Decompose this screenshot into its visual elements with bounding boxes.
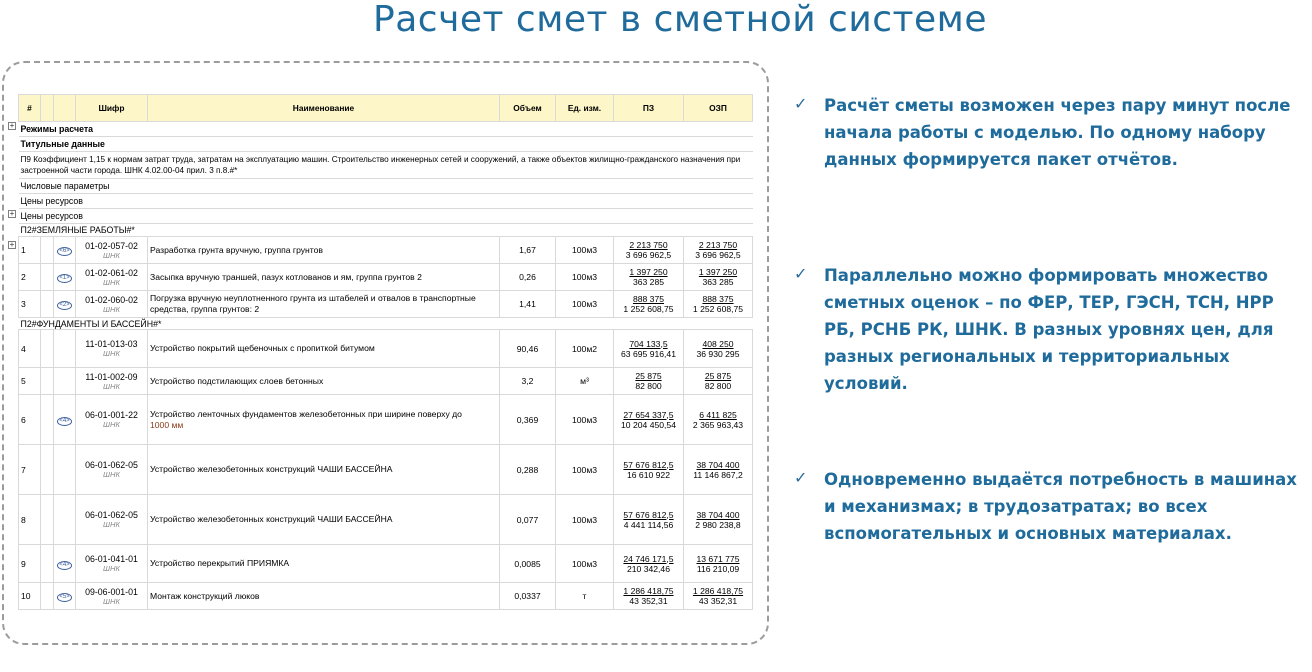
row-name: Устройство подстилающих слоев бетонных xyxy=(148,368,500,395)
row-ozp-cell xyxy=(684,264,753,291)
row-pz-cell xyxy=(614,445,684,495)
row-volume: 3,2 xyxy=(500,368,556,395)
row-name: Разработка грунта вручную, группа грунтов xyxy=(148,237,500,264)
row-pz-total: 4 441 114,56 xyxy=(623,519,674,530)
row-volume: 0,077 xyxy=(500,495,556,545)
row-name: Монтаж конструкций люков xyxy=(148,583,500,610)
row-code: 09-06-001-01 xyxy=(85,586,138,597)
row-ozp-rate: 6 411 825 xyxy=(699,409,737,420)
row-pz-total: 16 610 922 xyxy=(626,469,670,480)
table-row[interactable] xyxy=(19,395,753,445)
row-name: Устройство перекрытий ПРИЯМКА xyxy=(148,545,500,583)
row-pz-cell xyxy=(614,330,684,368)
section-row-modes[interactable] xyxy=(19,122,753,137)
row-volume: 0,288 xyxy=(500,445,556,495)
section-row-foundations[interactable] xyxy=(19,318,753,330)
table-header-row xyxy=(19,95,753,122)
table-row[interactable] xyxy=(19,330,753,368)
row-name: Устройство железобетонных конструкций ЧАШИ БАССЕЙНА xyxy=(148,495,500,545)
header-pz[interactable]: ПЗ xyxy=(614,95,684,122)
row-pz-cell xyxy=(614,264,684,291)
row-code-source: ШНК xyxy=(103,596,120,606)
row-ozp-total: 36 930 295 xyxy=(696,348,740,359)
row-ozp-rate: 408 250 xyxy=(702,338,734,349)
row-code-source: ШНК xyxy=(103,420,120,429)
row-pz-rate: 25 875 xyxy=(635,371,662,381)
row-unit: 100м3 xyxy=(556,545,614,583)
row-ozp-cell xyxy=(684,291,753,318)
row-unit: м³ xyxy=(556,368,614,395)
row-code-source: ШНК xyxy=(103,304,120,314)
section-row-prices-2[interactable] xyxy=(19,209,753,224)
row-name: Погрузка вручную неуплотненного грунта из штабелей и отвалов в транспортные средства, группа грунтов: 2 xyxy=(148,291,500,318)
row-number: 3 xyxy=(19,291,41,318)
row-pz-cell xyxy=(614,291,684,318)
row-code-source: ШНК xyxy=(103,349,120,358)
row-ozp-total: 1 252 608,75 xyxy=(692,304,744,314)
resource-circle-icon[interactable]: <4> xyxy=(57,417,72,426)
row-volume: 0,369 xyxy=(500,395,556,445)
section-row-earthworks[interactable] xyxy=(19,224,753,237)
table-row[interactable] xyxy=(19,264,753,291)
row-blank xyxy=(54,330,76,368)
header-volume[interactable]: Объем xyxy=(500,95,556,122)
row-code-cell xyxy=(76,330,148,368)
row-code: 01-02-061-02 xyxy=(85,267,138,278)
row-icon-cell xyxy=(54,583,76,610)
resource-circle-icon[interactable]: <2> xyxy=(57,301,72,310)
table-row[interactable] xyxy=(19,368,753,395)
section-label: П2#ФУНДАМЕНТЫ И БАССЕЙН#* xyxy=(19,318,753,330)
row-code-source: ШНК xyxy=(103,381,120,391)
row-ozp-total: 363 285 xyxy=(702,277,734,287)
row-code-source: ШНК xyxy=(103,520,120,529)
row-volume: 90,46 xyxy=(500,330,556,368)
check-icon: ✓ xyxy=(794,468,808,487)
section-label: Числовые параметры xyxy=(19,179,753,194)
row-pz-total: 63 695 916,41 xyxy=(621,348,676,359)
row-pz-total: 363 285 xyxy=(632,277,665,287)
row-pz-total: 43 352,31 xyxy=(629,596,668,606)
row-name-cell xyxy=(148,395,500,445)
table-row[interactable] xyxy=(19,583,753,610)
row-number: 6 xyxy=(19,395,41,445)
row-code-cell xyxy=(76,291,148,318)
header-code[interactable]: Шифр xyxy=(76,95,148,122)
row-number: 4 xyxy=(19,330,41,368)
section-label: Цены ресурсов xyxy=(19,194,753,209)
row-code: 01-02-060-02 xyxy=(85,294,138,305)
row-pz-total: 210 342,46 xyxy=(626,563,670,574)
row-name-extra: 1000 мм xyxy=(150,419,184,430)
row-code-source: ШНК xyxy=(103,470,120,479)
row-unit: 100м3 xyxy=(556,395,614,445)
estimate-table xyxy=(18,94,753,610)
row-code-cell xyxy=(76,495,148,545)
row-ozp-cell xyxy=(684,330,753,368)
row-ozp-rate: 1 397 250 xyxy=(698,267,738,277)
row-code-source: ШНК xyxy=(103,250,120,260)
row-pz-cell xyxy=(614,237,684,264)
row-blank xyxy=(54,445,76,495)
row-name: Устройство покрытий щебеночных с пропиткой битумом xyxy=(148,330,500,368)
row-icon-cell xyxy=(54,291,76,318)
row-ozp-total: 43 352,31 xyxy=(698,596,738,606)
row-ozp-total: 11 146 867,2 xyxy=(693,469,743,480)
row-ozp-cell xyxy=(684,395,753,445)
row-number: 10 xyxy=(19,583,41,610)
row-ozp-rate: 2 213 750 xyxy=(698,240,738,250)
row-code-cell xyxy=(76,237,148,264)
row-unit: 100м3 xyxy=(556,445,614,495)
row-number: 5 xyxy=(19,368,41,395)
row-pz-rate: 888 375 xyxy=(632,294,665,304)
header-blank-2 xyxy=(54,95,76,122)
row-ozp-rate: 1 286 418,75 xyxy=(692,586,744,596)
resource-circle-icon[interactable]: <1> xyxy=(57,274,72,283)
row-code: 06-01-041-01 xyxy=(85,554,138,564)
header-blank-1 xyxy=(41,95,54,122)
row-code: 06-01-001-22 xyxy=(85,410,138,420)
resource-circle-icon[interactable]: <5> xyxy=(57,593,72,602)
bullet-text-3: Одновременно выдаётся потребность в машинах и механизмах; в трудозатратах; во всех вспомогательных и основных материалах. xyxy=(824,470,1297,543)
row-pz-rate: 1 397 250 xyxy=(629,267,668,277)
row-ozp-total: 3 696 962,5 xyxy=(695,250,741,260)
row-volume: 0,0085 xyxy=(500,545,556,583)
row-pz-rate: 27 654 337,5 xyxy=(623,409,674,420)
row-ozp-cell xyxy=(684,368,753,395)
row-ozp-rate: 888 375 xyxy=(702,294,734,304)
section-label: П9 Коэффициент 1,15 к нормам затрат труда, затратам на эксплуатацию машин. Строительство инженерных сетей и сооружений, а также объектов жилищно-гражданского назначения при застроенной части города. ШНК 4.02.00-04 прил. 3 п.8.#* xyxy=(19,152,753,179)
row-name: Устройство железобетонных конструкций ЧАШИ БАССЕЙНА xyxy=(148,445,500,495)
row-ozp-rate: 25 875 xyxy=(704,371,732,381)
check-icon: ✓ xyxy=(794,264,808,283)
row-name: Засыпка вручную траншей, пазух котлованов и ям, группа грунтов 2 xyxy=(148,264,500,291)
row-code-source: ШНК xyxy=(103,564,120,573)
row-blank xyxy=(41,445,54,495)
row-volume: 0,26 xyxy=(500,264,556,291)
expand-prices-icon[interactable]: + xyxy=(9,209,15,218)
row-pz-total: 10 204 450,54 xyxy=(621,419,676,430)
section-row-prices-1[interactable] xyxy=(19,194,753,209)
row-ozp-cell xyxy=(684,495,753,545)
row-ozp-cell xyxy=(684,545,753,583)
row-pz-cell xyxy=(614,368,684,395)
row-number: 8 xyxy=(19,495,41,545)
bullet-text-1: Расчёт сметы возможен через пару минут после начала работы с моделью. По одному набору данных формируется пакет отчётов. xyxy=(824,96,1291,169)
section-label: Титульные данные xyxy=(19,137,753,152)
expand-earth-icon[interactable]: + xyxy=(9,240,15,249)
row-ozp-total: 116 210,09 xyxy=(696,563,740,574)
row-code-cell xyxy=(76,264,148,291)
row-blank xyxy=(41,545,54,583)
section-row-title-data[interactable] xyxy=(19,137,753,152)
row-ozp-cell xyxy=(684,237,753,264)
check-icon: ✓ xyxy=(794,94,808,113)
row-icon-cell xyxy=(54,237,76,264)
row-pz-rate: 704 133,5 xyxy=(629,338,668,349)
row-blank xyxy=(41,583,54,610)
row-pz-rate: 2 213 750 xyxy=(629,240,668,250)
row-ozp-total: 2 365 963,43 xyxy=(692,419,744,430)
table-row[interactable] xyxy=(19,237,753,264)
row-unit: 100м3 xyxy=(556,264,614,291)
section-label: Режимы расчета xyxy=(19,122,753,137)
header-name[interactable]: Наименование xyxy=(148,95,500,122)
row-volume: 1,41 xyxy=(500,291,556,318)
row-ozp-rate: 38 704 400 xyxy=(696,459,740,470)
row-blank xyxy=(41,368,54,395)
row-code: 06-01-062-05 xyxy=(85,460,138,470)
row-ozp-total: 82 800 xyxy=(704,381,732,391)
section-row-numeric[interactable] xyxy=(19,179,753,194)
row-pz-total: 82 800 xyxy=(635,381,662,391)
row-blank xyxy=(54,495,76,545)
header-unit[interactable]: Ед. изм. xyxy=(556,95,614,122)
row-unit: 100м2 xyxy=(556,330,614,368)
row-pz-rate: 24 746 171,5 xyxy=(623,553,674,564)
row-name: Устройство ленточных фундаментов железобетонных при ширине поверху до xyxy=(150,408,462,419)
row-code-source: ШНК xyxy=(103,277,120,287)
section-label: П2#ЗЕМЛЯНЫЕ РАБОТЫ#* xyxy=(19,224,753,237)
header-ozp[interactable]: ОЗП xyxy=(684,95,753,122)
row-ozp-total: 2 980 238,8 xyxy=(695,519,741,530)
slide-title: Расчет смет в сметной системе xyxy=(373,0,987,40)
row-code-cell xyxy=(76,583,148,610)
row-blank xyxy=(41,395,54,445)
row-blank xyxy=(41,330,54,368)
row-blank xyxy=(41,237,54,264)
row-icon-cell xyxy=(54,545,76,583)
row-code: 11-01-002-09 xyxy=(85,371,138,382)
row-pz-total: 3 696 962,5 xyxy=(625,250,672,260)
row-blank xyxy=(41,264,54,291)
bullet-text-2: Параллельно можно формировать множество сметных оценок – по ФЕР, ТЕР, ГЭСН, ТСН, НРР РБ, РСНБ РК, ШНК. В разных уровнях цен, для разных региональных и территориальных условий. xyxy=(824,266,1274,393)
section-row-coefficient[interactable] xyxy=(19,152,753,179)
row-code: 06-01-062-05 xyxy=(85,510,138,520)
row-unit: 100м3 xyxy=(556,291,614,318)
row-volume: 1,67 xyxy=(500,237,556,264)
row-blank xyxy=(41,291,54,318)
row-icon-cell xyxy=(54,264,76,291)
row-blank xyxy=(41,495,54,545)
table-row[interactable] xyxy=(19,545,753,583)
row-pz-rate: 57 676 812,5 xyxy=(623,509,674,520)
row-number: 1 xyxy=(19,237,41,264)
row-code: 01-02-057-02 xyxy=(85,240,138,251)
row-pz-cell xyxy=(614,395,684,445)
row-code-cell xyxy=(76,368,148,395)
row-ozp-cell xyxy=(684,445,753,495)
row-pz-cell xyxy=(614,495,684,545)
row-blank xyxy=(54,368,76,395)
row-ozp-rate: 13 671 775 xyxy=(696,553,740,564)
table-row[interactable] xyxy=(19,291,753,318)
row-number: 7 xyxy=(19,445,41,495)
section-label: Цены ресурсов xyxy=(19,209,753,224)
row-code-cell xyxy=(76,445,148,495)
row-code-cell xyxy=(76,395,148,445)
row-pz-rate: 1 286 418,75 xyxy=(623,586,674,596)
row-pz-total: 1 252 608,75 xyxy=(623,304,674,314)
header-num[interactable]: # xyxy=(19,95,41,122)
row-ozp-rate: 38 704 400 xyxy=(696,509,740,520)
row-unit: 100м3 xyxy=(556,495,614,545)
expand-modes-icon[interactable]: + xyxy=(9,121,15,130)
estimate-table-wrap xyxy=(18,94,752,610)
resource-circle-icon[interactable]: <4> xyxy=(57,561,72,570)
table-row[interactable] xyxy=(19,495,753,545)
row-pz-cell xyxy=(614,583,684,610)
row-number: 9 xyxy=(19,545,41,583)
row-volume: 0,0337 xyxy=(500,583,556,610)
table-row[interactable] xyxy=(19,445,753,495)
row-unit: 100м3 xyxy=(556,237,614,264)
row-ozp-cell xyxy=(684,583,753,610)
row-code-cell xyxy=(76,545,148,583)
row-number: 2 xyxy=(19,264,41,291)
row-code: 11-01-013-03 xyxy=(85,339,138,349)
resource-circle-icon[interactable]: <6> xyxy=(57,247,72,256)
row-pz-cell xyxy=(614,545,684,583)
row-icon-cell xyxy=(54,395,76,445)
row-unit: т xyxy=(556,583,614,610)
row-pz-rate: 57 676 812,5 xyxy=(623,459,674,470)
